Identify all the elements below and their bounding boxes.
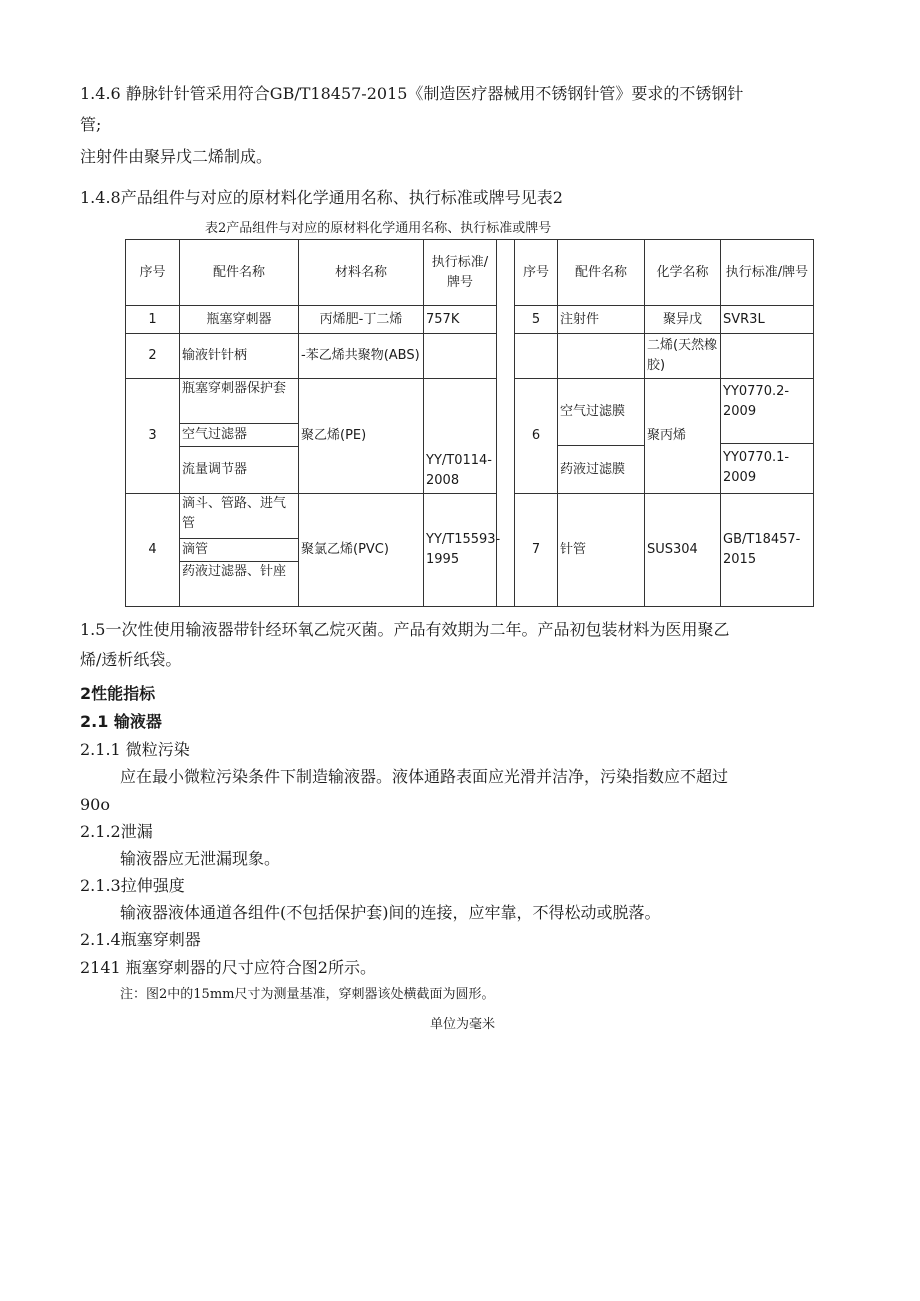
cell-standard: 757K xyxy=(424,306,497,334)
cell-part2-empty xyxy=(558,334,645,379)
cell-part-group xyxy=(180,494,299,607)
cell-standard: YY/T15593-1995 xyxy=(424,494,497,607)
cell-material: 聚乙烯(PE) xyxy=(299,379,424,494)
cell-standard2: SVR3L xyxy=(721,306,814,334)
heading-2-1-2: 2.1.2泄漏 xyxy=(80,822,153,841)
cell-no: 2 xyxy=(126,334,180,379)
cell-standard2: YY0770.1-2009 xyxy=(723,449,790,485)
cell-standard-empty xyxy=(424,334,497,379)
cell-no: 4 xyxy=(126,494,180,607)
table-gap xyxy=(497,240,515,607)
cell-part: 瓶塞穿刺器保护套 xyxy=(180,379,298,424)
unit-label: 单位为毫米 xyxy=(430,1017,496,1032)
para-2-1-4-1: 2141 瓶塞穿刺器的尺寸应符合图2所示。 xyxy=(80,958,376,977)
cell-chem: 聚异戊 xyxy=(645,306,721,334)
cell-part: 流量调节器 xyxy=(182,462,248,477)
header-standard2: 执行标准/牌号 xyxy=(721,240,814,306)
cell-standard: YY/T0114-2008 xyxy=(424,379,497,494)
para-1-5-line2: 烯/透析纸袋。 xyxy=(80,650,182,669)
cell-chem: SUS304 xyxy=(645,494,721,607)
cell-part: 空气过滤器 xyxy=(180,424,298,447)
para-1-4-8: 1.4.8产品组件与对应的原材料化学通用名称、执行标准或牌号见表2 xyxy=(80,188,563,207)
heading-2-1: 2.1 输液器 xyxy=(80,712,162,731)
header-chem: 化学名称 xyxy=(645,240,721,306)
components-table xyxy=(125,239,814,607)
para-1-4-6-line2: 管; xyxy=(80,115,102,134)
header-part2: 配件名称 xyxy=(558,240,645,306)
header-no: 序号 xyxy=(126,240,180,306)
para-1-4-6-line1: 1.4.6 静脉针针管采用符合GB/T18457-2015《制造医疗器械用不锈钢针管》要求的不锈钢针 xyxy=(80,84,744,103)
note: 注：图2中的15mm尺寸为测量基准，穿刺器该处横截面为圆形。 xyxy=(120,987,495,1002)
cell-part2: 注射件 xyxy=(558,306,645,334)
para-2-1-2: 输液器应无泄漏现象。 xyxy=(120,849,281,868)
cell-part2: 空气过滤膜 xyxy=(558,379,644,446)
header-standard: 执行标准/牌号 xyxy=(424,240,497,306)
cell-standard2-group xyxy=(721,379,814,494)
cell-part2: 针管 xyxy=(558,494,645,607)
cell-part: 滴斗、管路、进气管 xyxy=(180,494,298,539)
cell-no: 1 xyxy=(126,306,180,334)
cell-chem: 二烯(天然橡胶) xyxy=(645,334,721,379)
table-header-row xyxy=(126,240,814,306)
header-part: 配件名称 xyxy=(180,240,299,306)
para-2-1-3: 输液器液体通道各组件(不包括保护套)间的连接，应牢靠，不得松动或脱落。 xyxy=(120,903,661,922)
cell-material: 丙烯肥-丁二烯 xyxy=(299,306,424,334)
cell-part: 输液针针柄 xyxy=(180,334,299,379)
cell-material: -苯乙烯共聚物(ABS) xyxy=(299,334,424,379)
cell-standard2: GB/T18457-2015 xyxy=(721,494,814,607)
header-no2: 序号 xyxy=(515,240,558,306)
para-1-4-7: 注射件由聚异戊二烯制成。 xyxy=(80,147,273,166)
table-row xyxy=(126,379,814,494)
para-2-1-1-line1: 应在最小微粒污染条件下制造输液器。液体通路表面应光滑并洁净，污染指数应不超过 xyxy=(120,767,729,786)
cell-no2: 6 xyxy=(515,379,558,494)
table-row xyxy=(126,494,814,607)
cell-material: 聚氯乙烯(PVC) xyxy=(299,494,424,607)
heading-2-1-4: 2.1.4瓶塞穿刺器 xyxy=(80,930,201,949)
cell-no2-empty xyxy=(515,334,558,379)
cell-part2: 药液过滤膜 xyxy=(560,462,626,477)
heading-2-1-1: 2.1.1 微粒污染 xyxy=(80,740,190,759)
cell-no2: 5 xyxy=(515,306,558,334)
cell-no2: 7 xyxy=(515,494,558,607)
cell-standard2: YY0770.2-2009 xyxy=(721,380,813,444)
table-caption: 表2产品组件与对应的原材料化学通用名称、执行标准或牌号 xyxy=(205,221,552,236)
cell-chem: 聚丙烯 xyxy=(645,379,721,494)
cell-part: 药液过滤器、针座 xyxy=(182,564,287,579)
cell-part: 瓶塞穿刺器 xyxy=(180,306,299,334)
cell-no: 3 xyxy=(126,379,180,494)
cell-part: 滴管 xyxy=(180,539,298,562)
header-material: 材料名称 xyxy=(299,240,424,306)
para-1-5-line1: 1.5一次性使用输液器带针经环氧乙烷灭菌。产品有效期为二年。产品初包装材料为医用聚乙 xyxy=(80,620,730,639)
cell-part-group xyxy=(180,379,299,494)
table-row xyxy=(126,306,814,334)
table-row xyxy=(126,334,814,379)
cell-standard2-empty xyxy=(721,334,814,379)
heading-2: 2性能指标 xyxy=(80,684,156,703)
para-2-1-1-line2: 90o xyxy=(80,795,110,814)
heading-2-1-3: 2.1.3拉伸强度 xyxy=(80,876,185,895)
cell-part2-group xyxy=(558,379,645,494)
